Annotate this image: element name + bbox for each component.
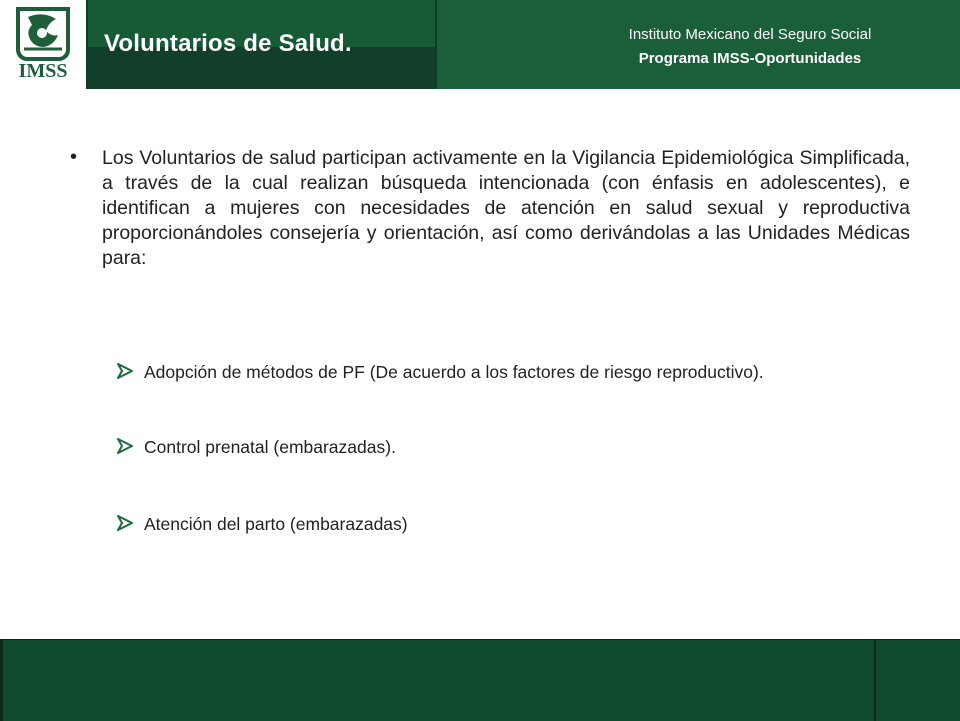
list-item-text: Control prenatal (embarazadas). [144,437,396,457]
imss-logo-icon [8,5,78,83]
arrow-bullet-icon [116,514,144,537]
list-item [116,437,396,460]
institution-panel [437,0,960,89]
page-title: Voluntarios de Salud. [104,30,352,57]
list-item [116,514,408,537]
footer-band [0,639,960,721]
arrow-bullet-icon [116,362,144,385]
list-item-text: Adopción de métodos de PF (De acuerdo a los factores de riesgo reproductivo). [144,362,764,382]
list-item-text: Atención del parto (embarazadas) [144,514,408,534]
bullet-icon: • [70,146,78,168]
footer-divider [874,640,876,721]
header-band [0,0,960,89]
list-item [116,362,764,385]
logo-text: IMSS [18,60,68,82]
arrow-bullet-icon [116,437,144,460]
institution-name: Instituto Mexicano del Seguro Social [628,26,872,43]
program-name: Programa IMSS-Oportunidades [638,50,862,67]
logo-container [0,0,86,89]
main-paragraph: Los Voluntarios de salud participan activamente en la Vigilancia Epidemiológica Simplificada, a través de la cual realizan búsqueda intencionada (con énfasis en adolescentes), e identifican a mujeres con necesidades de atención en salud sexual y reproductiva proporcionándoles consejería y orientación, así como derivándolas a las Unidades Médicas para: [102,147,910,269]
